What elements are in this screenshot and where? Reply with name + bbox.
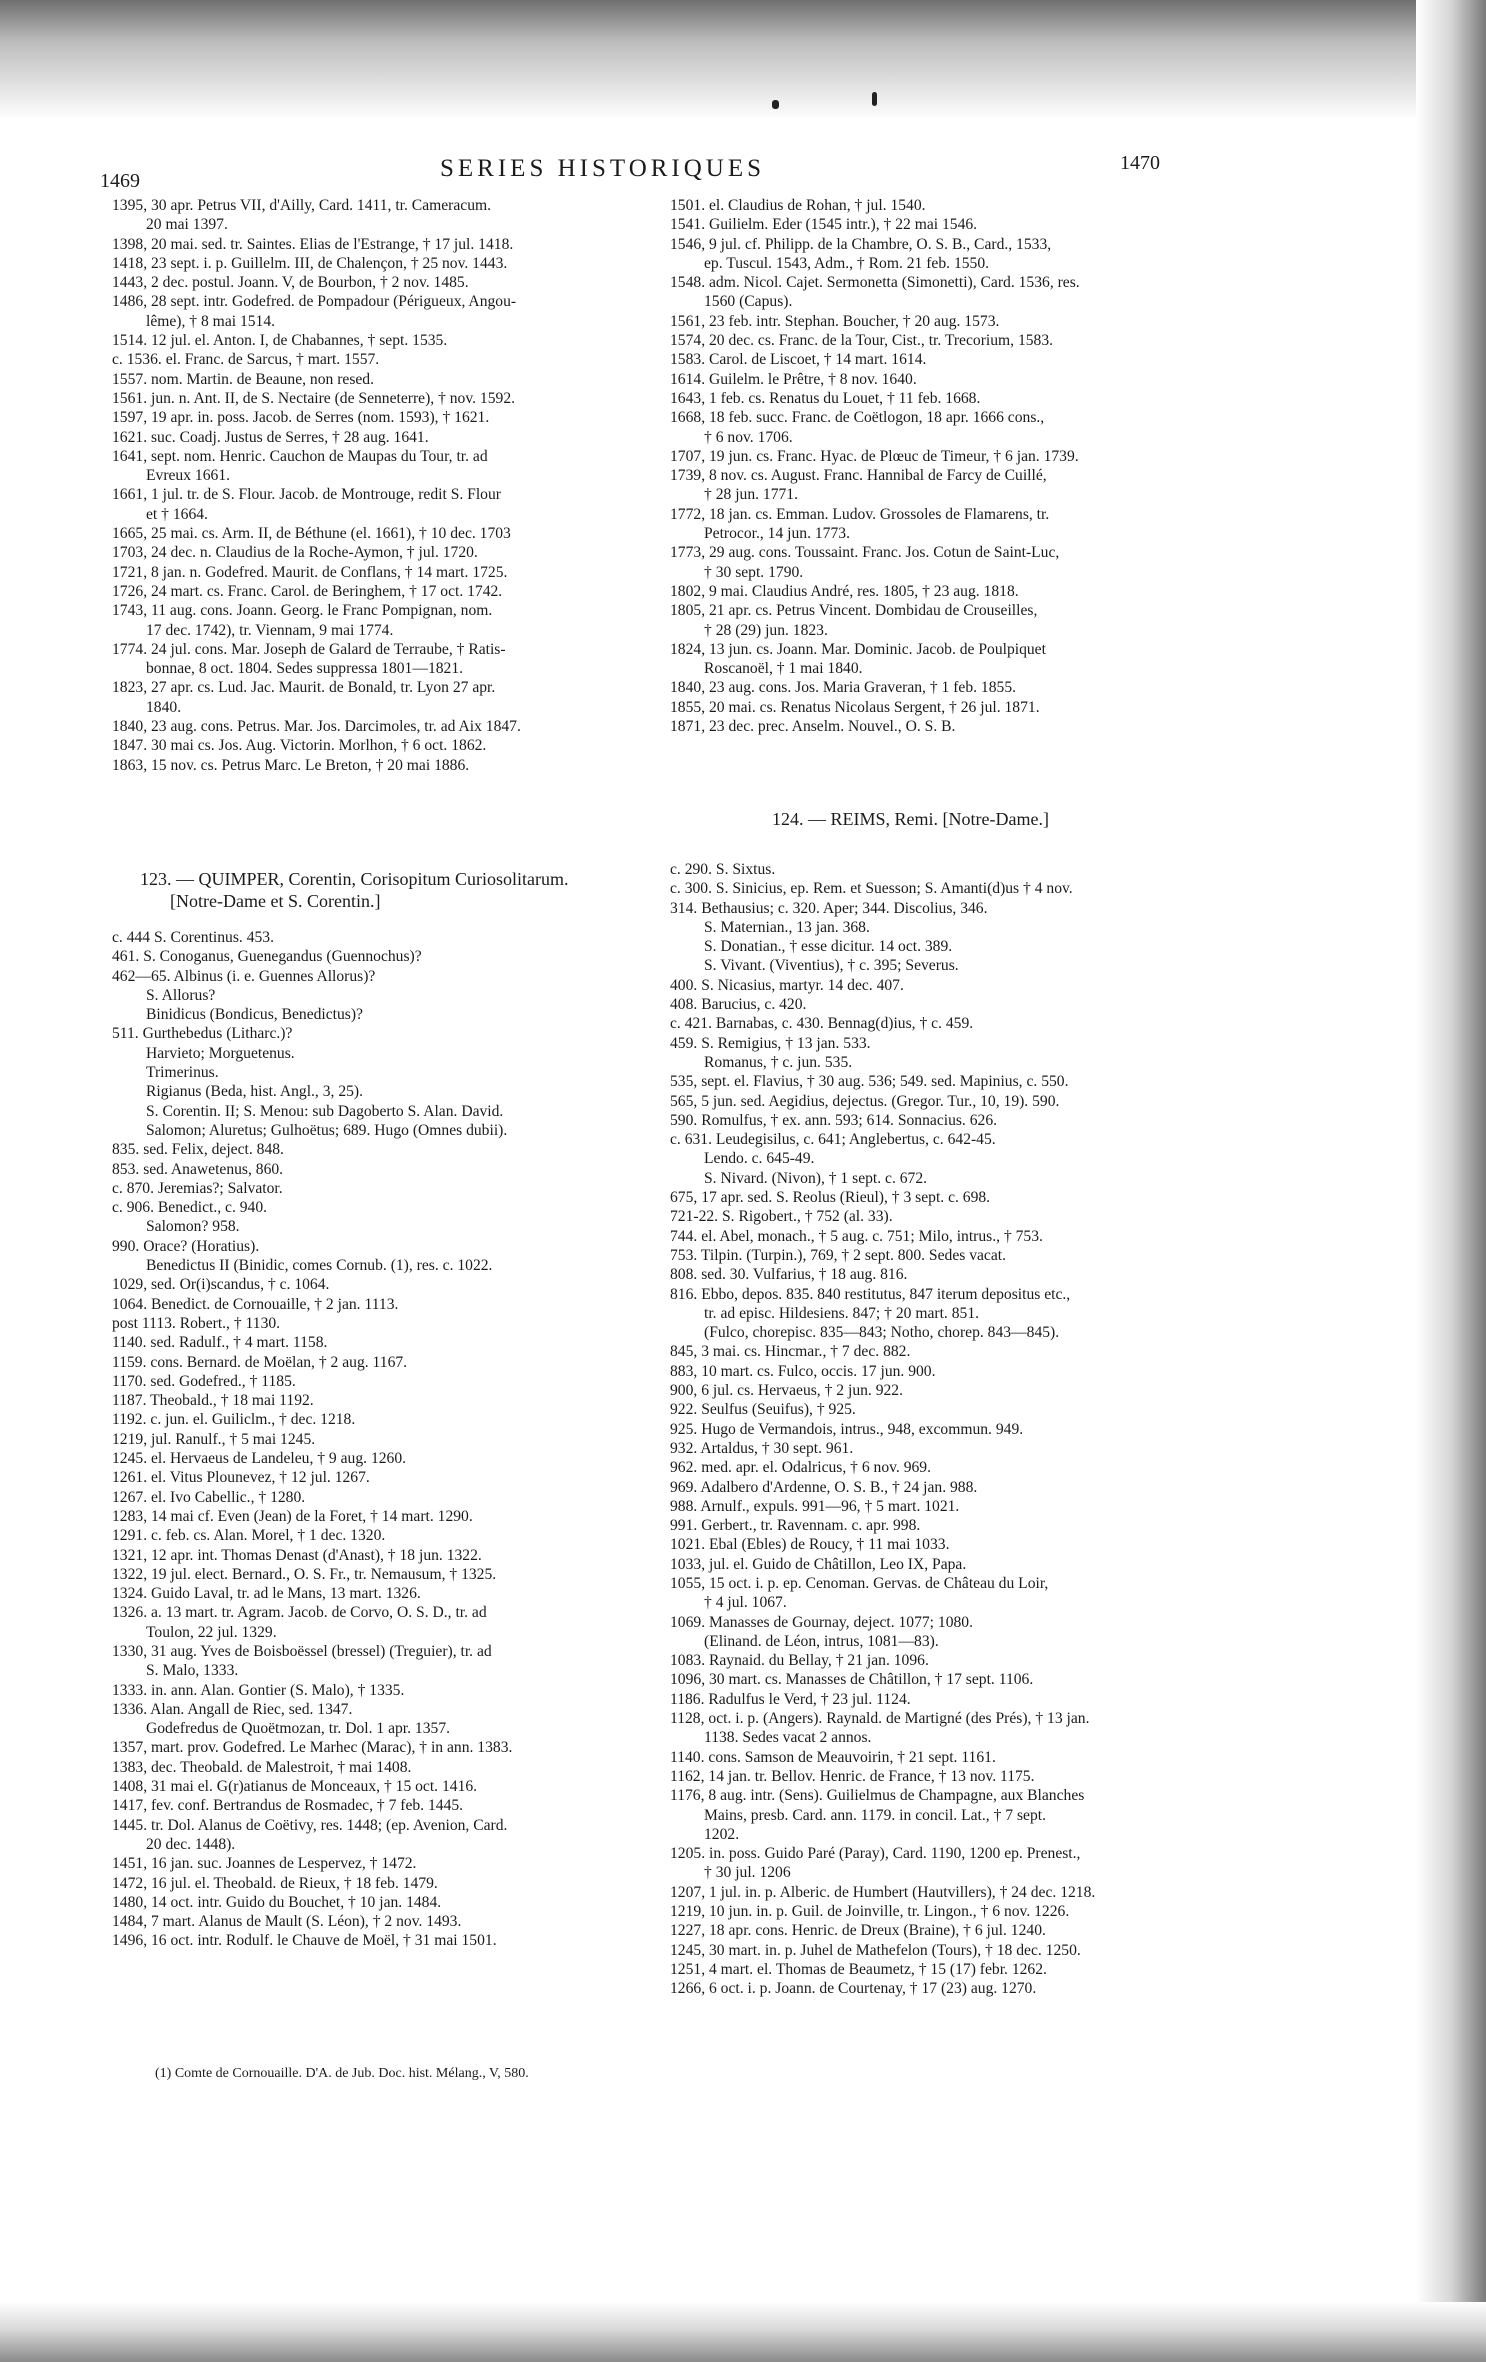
list-item: 1055, 15 oct. i. p. ep. Cenoman. Gervas. de Château du Loir,	[670, 1574, 1049, 1592]
list-item: 1357, mart. prov. Godefred. Le Marhec (Marac), † in ann. 1383.	[112, 1739, 513, 1757]
list-item: 1207, 1 jul. in. p. Alberic. de Humbert (Hautvillers), † 24 dec. 1218.	[670, 1883, 1096, 1901]
list-item: 988. Arnulf., expuls. 991—96, † 5 mart. 1021.	[670, 1497, 960, 1515]
list-item: 1186. Radulfus le Verd, † 23 jul. 1124.	[670, 1690, 911, 1708]
list-item: Benedictus II (Binidic, comes Cornub. (1), res. c. 1022.	[146, 1257, 493, 1275]
list-item: S. Donatian., † esse dicitur. 14 oct. 389.	[704, 938, 953, 956]
list-item: 1514. 12 jul. el. Anton. I, de Chabannes, † sept. 1535.	[112, 332, 448, 350]
list-item: 20 mai 1397.	[146, 216, 228, 234]
list-item: 1029, sed. Or(i)scandus, † c. 1064.	[112, 1276, 330, 1294]
list-item: 1443, 2 dec. postul. Joann. V, de Bourbon, † 2 nov. 1485.	[112, 274, 469, 292]
list-item: 1641, sept. nom. Henric. Cauchon de Maupas du Tour, tr. ad	[112, 447, 488, 465]
list-item: 991. Gerbert., tr. Ravennam. c. apr. 998.	[670, 1517, 921, 1535]
list-item: 1266, 6 oct. i. p. Joann. de Courtenay, † 17 (23) aug. 1270.	[670, 1980, 1037, 1998]
list-item: 1176, 8 aug. intr. (Sens). Guilielmus de Champagne, aux Blanches	[670, 1787, 1085, 1805]
list-item: 990. Orace? (Horatius).	[112, 1237, 260, 1255]
list-item: 1665, 25 mai. cs. Arm. II, de Béthune (el. 1661), † 10 dec. 1703	[112, 525, 511, 543]
list-item: 1597, 19 apr. in. poss. Jacob. de Serres (nom. 1593), † 1621.	[112, 409, 490, 427]
ink-speck	[872, 92, 877, 106]
list-item: 1855, 20 mai. cs. Renatus Nicolaus Sergent, † 26 jul. 1871.	[670, 698, 1040, 716]
list-item: † 6 nov. 1706.	[704, 428, 793, 446]
list-item: c. 631. Leudegisilus, c. 641; Anglebertus, c. 642-45.	[670, 1131, 996, 1149]
list-item: S. Allorus?	[146, 986, 216, 1004]
list-item: 1192. c. jun. el. Guiliclm., † dec. 1218.	[112, 1411, 356, 1429]
list-item: 1496, 16 oct. intr. Rodulf. le Chauve de Moël, † 31 mai 1501.	[112, 1932, 497, 1950]
list-item: 1187. Theobald., † 18 mai 1192.	[112, 1392, 314, 1410]
list-item: 1418, 23 sept. i. p. Guillelm. III, de Chalençon, † 25 nov. 1443.	[112, 254, 508, 272]
list-item: 1336. Alan. Angall de Riec, sed. 1347.	[112, 1700, 353, 1718]
list-item: 1245, 30 mart. in. p. Juhel de Mathefelon (Tours), † 18 dec. 1250.	[670, 1941, 1081, 1959]
list-item: 1823, 27 apr. cs. Lud. Jac. Maurit. de Bonald, tr. Lyon 27 apr.	[112, 679, 496, 697]
list-item: Salomon; Aluretus; Gulhoëtus; 689. Hugo (Omnes dubii).	[146, 1121, 508, 1139]
list-item: 1083. Raynaid. du Bellay, † 21 jan. 1096.	[670, 1652, 929, 1670]
list-item: 1140. cons. Samson de Meauvoirin, † 21 sept. 1161.	[670, 1748, 996, 1766]
list-item: 1840, 23 aug. cons. Petrus. Mar. Jos. Darcimoles, tr. ad Aix 1847.	[112, 718, 521, 736]
list-item: 1033, jul. el. Guido de Châtillon, Leo IX, Papa.	[670, 1555, 967, 1573]
list-item: 535, sept. el. Flavius, † 30 aug. 536; 549. sed. Mapinius, c. 550.	[670, 1073, 1069, 1091]
list-item: 1847. 30 mai cs. Jos. Aug. Victorin. Morlhon, † 6 oct. 1862.	[112, 737, 487, 755]
list-item: 845, 3 mai. cs. Hincmar., † 7 dec. 882.	[670, 1343, 911, 1361]
list-item: 753. Tilpin. (Turpin.), 769, † 2 sept. 800. Sedes vacat.	[670, 1246, 1006, 1264]
list-item: 1802, 9 mai. Claudius André, res. 1805, † 23 aug. 1818.	[670, 582, 1019, 600]
list-item: Roscanoël, † 1 mai 1840.	[704, 660, 863, 678]
list-item: 1541. Guilielm. Eder (1545 intr.), † 22 mai 1546.	[670, 216, 978, 234]
page-number-left: 1469	[100, 170, 140, 192]
list-item: 1721, 8 jan. n. Godefred. Maurit. de Conflans, † 14 mart. 1725.	[112, 563, 508, 581]
list-item: 1557. nom. Martin. de Beaune, non resed.	[112, 370, 375, 388]
list-item: 1096, 30 mart. cs. Manasses de Châtillon, † 17 sept. 1106.	[670, 1671, 1034, 1689]
list-item: 1202.	[704, 1825, 740, 1843]
list-item: 962. med. apr. el. Odalricus, † 6 nov. 969.	[670, 1459, 932, 1477]
list-item: 1661, 1 jul. tr. de S. Flour. Jacob. de Montrouge, redit S. Flour	[112, 486, 501, 504]
list-item: 1805, 21 apr. cs. Petrus Vincent. Dombidau de Crouseilles,	[670, 602, 1038, 620]
section-heading-quimper-dedication: [Notre-Dame et S. Corentin.]	[170, 891, 381, 911]
list-item: Toulon, 22 jul. 1329.	[146, 1623, 277, 1641]
right-column-quimper-continued	[670, 196, 1210, 736]
list-item: 1445. tr. Dol. Alanus de Coëtivy, res. 1448; (ep. Avenion, Card.	[112, 1816, 508, 1834]
list-item: 1219, 10 jun. in. p. Guil. de Joinville, tr. Lingon., † 6 nov. 1226.	[670, 1903, 1070, 1921]
list-item: S. Maternian., 13 jan. 368.	[704, 918, 870, 936]
list-item: 1398, 20 mai. sed. tr. Saintes. Elias de l'Estrange, † 17 jul. 1418.	[112, 235, 514, 253]
list-item: c. 421. Barnabas, c. 430. Bennag(d)ius, † c. 459.	[670, 1015, 974, 1033]
list-item: 1472, 16 jul. el. Theobald. de Rieux, † 18 feb. 1479.	[112, 1874, 438, 1892]
list-item: et † 1664.	[146, 505, 208, 523]
list-item: 511. Gurthebedus (Litharc.)?	[112, 1025, 293, 1043]
list-item: 1227, 18 apr. cons. Henric. de Dreux (Braine), † 6 jul. 1240.	[670, 1922, 1046, 1940]
list-item: 1162, 14 jan. tr. Bellov. Henric. de France, † 13 nov. 1175.	[670, 1767, 1035, 1785]
list-item: 1703, 24 dec. n. Claudius de la Roche-Aymon, † jul. 1720.	[112, 544, 478, 562]
list-item: 1484, 7 mart. Alanus de Mault (S. Léon), † 2 nov. 1493.	[112, 1913, 462, 1931]
list-item: 675, 17 apr. sed. S. Reolus (Rieul), † 3 sept. c. 698.	[670, 1189, 991, 1207]
list-item: 808. sed. 30. Vulfarius, † 18 aug. 816.	[670, 1266, 908, 1284]
list-item: bonnae, 8 oct. 1804. Sedes suppressa 1801—1821.	[146, 660, 464, 678]
list-item: 1140. sed. Radulf., † 4 mart. 1158.	[112, 1334, 328, 1352]
list-item: 1261. el. Vitus Plounevez, † 12 jul. 1267.	[112, 1469, 370, 1487]
list-item: 1326. a. 13 mart. tr. Agram. Jacob. de Corvo, O. S. D., tr. ad	[112, 1604, 487, 1622]
list-item: 1726, 24 mart. cs. Franc. Carol. de Beringhem, † 17 oct. 1742.	[112, 582, 503, 600]
list-item: 590. Romulfus, † ex. ann. 593; 614. Sonnacius. 626.	[670, 1111, 998, 1129]
list-item: 1219, jul. Ranulf., † 5 mai 1245.	[112, 1430, 316, 1448]
list-item: 1561, 23 feb. intr. Stephan. Boucher, † 20 aug. 1573.	[670, 312, 1000, 330]
list-item: 461. S. Conoganus, Guenegandus (Guennochus)?	[112, 948, 422, 966]
left-column-quimper-continued	[112, 196, 652, 775]
list-item: 314. Bethausius; c. 320. Aper; 344. Discolius, 346.	[670, 899, 988, 917]
list-item: † 4 jul. 1067.	[704, 1594, 787, 1612]
list-item: 1707, 19 jun. cs. Franc. Hyac. de Plœuc de Timeur, † 6 jan. 1739.	[670, 447, 1079, 465]
list-item: tr. ad episc. Hildesiens. 847; † 20 mart. 851.	[704, 1304, 980, 1322]
list-item: 721-22. S. Rigobert., † 752 (al. 33).	[670, 1208, 893, 1226]
right-column-reims-list	[670, 860, 1210, 1999]
list-item: S. Corentin. II; S. Menou: sub Dagoberto S. Alan. David.	[146, 1102, 504, 1120]
list-item: S. Malo, 1333.	[146, 1662, 239, 1680]
list-item: c. 444 S. Corentinus. 453.	[112, 929, 274, 946]
list-item: 1322, 19 jul. elect. Bernard., O. S. Fr., tr. Nemausum, † 1325.	[112, 1565, 497, 1583]
list-item: 835. sed. Felix, deject. 848.	[112, 1141, 284, 1159]
list-item: 1128, oct. i. p. (Angers). Raynald. de Martigné (des Prés), † 13 jan.	[670, 1710, 1090, 1728]
list-item: 20 dec. 1448).	[146, 1835, 236, 1853]
list-item: Petrocor., 14 jun. 1773.	[704, 525, 850, 543]
list-item: 1283, 14 mai cf. Even (Jean) de la Foret, † 14 mart. 1290.	[112, 1507, 473, 1525]
list-item: 1021. Ebal (Ebles) de Roucy, † 11 mai 1033.	[670, 1536, 950, 1554]
left-column-quimper-list	[112, 928, 652, 1951]
section-heading-quimper-title: 123. — QUIMPER, Corentin, Corisopitum Curiosolitarum.	[140, 869, 569, 889]
ink-speck	[772, 100, 779, 109]
list-item: 1739, 8 nov. cs. August. Franc. Hannibal de Farcy de Cuillé,	[670, 467, 1047, 485]
list-item: 1205. in. poss. Guido Paré (Paray), Card. 1190, 1200 ep. Prenest.,	[670, 1845, 1081, 1863]
list-item: 1170. sed. Godefred., † 1185.	[112, 1372, 296, 1390]
list-item: Evreux 1661.	[146, 467, 231, 485]
list-item: Binidicus (Bondicus, Benedictus)?	[146, 1006, 363, 1024]
list-item: 883, 10 mart. cs. Fulco, occis. 17 jun. 900.	[670, 1362, 936, 1380]
list-item: Godefredus de Quoëtmozan, tr. Dol. 1 apr. 1357.	[146, 1720, 451, 1738]
list-item: Lendo. c. 645-49.	[704, 1150, 815, 1168]
list-item: 1451, 16 jan. suc. Joannes de Lespervez, † 1472.	[112, 1855, 417, 1873]
list-item: 462—65. Albinus (i. e. Guennes Allorus)?	[112, 967, 376, 985]
list-item: S. Vivant. (Viventius), † c. 395; Severus.	[704, 957, 959, 975]
list-item: 1408, 31 mai el. G(r)atianus de Monceaux, † 15 oct. 1416.	[112, 1778, 478, 1796]
list-item: 1583. Carol. de Liscoet, † 14 mart. 1614.	[670, 351, 927, 369]
list-item: 1138. Sedes vacat 2 annos.	[704, 1729, 872, 1747]
list-item: (Elinand. de Léon, intrus, 1081—83).	[704, 1632, 939, 1650]
list-item: 1383, dec. Theobald. de Malestroit, † mai 1408.	[112, 1758, 412, 1776]
list-item: S. Nivard. (Nivon), † 1 sept. c. 672.	[704, 1169, 928, 1187]
list-item: c. 290. S. Sixtus.	[670, 861, 776, 878]
list-item: 1251, 4 mart. el. Thomas de Beaumetz, † 15 (17) febr. 1262.	[670, 1960, 1047, 1978]
list-item: 1548. adm. Nicol. Cajet. Sermonetta (Simonetti), Card. 1536, res.	[670, 274, 1080, 292]
list-item: 1743, 11 aug. cons. Joann. Georg. le Franc Pompignan, nom.	[112, 602, 493, 620]
list-item: 408. Barucius, c. 420.	[670, 996, 807, 1014]
list-item: Trimerinus.	[146, 1064, 219, 1082]
list-item: 1772, 18 jan. cs. Emman. Ludov. Grossoles de Flamarens, tr.	[670, 505, 1050, 523]
list-item: 1480, 14 oct. intr. Guido du Bouchet, † 10 jan. 1484.	[112, 1893, 442, 1911]
list-item: 1395, 30 apr. Petrus VII, d'Ailly, Card. 1411, tr. Cameracum.	[112, 197, 492, 214]
list-item: 1245. el. Hervaeus de Landeleu, † 9 aug. 1260.	[112, 1450, 407, 1468]
list-item: Romanus, † c. jun. 535.	[704, 1053, 853, 1071]
list-item: 1486, 28 sept. intr. Godefred. de Pompadour (Périgueux, Angou-	[112, 293, 517, 311]
list-item: 900, 6 jul. cs. Hervaeus, † 2 jun. 922.	[670, 1382, 904, 1400]
list-item: 1501. el. Claudius de Rohan, † jul. 1540.	[670, 197, 926, 214]
list-item: 1324. Guido Laval, tr. ad le Mans, 13 mart. 1326.	[112, 1585, 421, 1603]
list-item: 1069. Manasses de Gournay, deject. 1077; 1080.	[670, 1613, 974, 1631]
list-item: 1774. 24 jul. cons. Mar. Joseph de Galard de Terraube, † Ratis-	[112, 640, 506, 658]
list-item: c. 300. S. Sinicius, ep. Rem. et Suesson; S. Amanti(d)us † 4 nov.	[670, 880, 1073, 898]
list-item: c. 870. Jeremias?; Salvator.	[112, 1179, 283, 1197]
list-item: post 1113. Robert., † 1130.	[112, 1314, 281, 1332]
scan-shadow-bottom	[0, 2302, 1486, 2362]
footnote: (1) Comte de Cornouaille. D'A. de Jub. Doc. hist. Mélang., V, 580.	[155, 2066, 529, 2081]
list-item: 1668, 18 feb. succ. Franc. de Coëtlogon, 18 apr. 1666 cons.,	[670, 409, 1045, 427]
list-item: † 30 sept. 1790.	[704, 563, 804, 581]
list-item: (Fulco, chorepisc. 835—843; Notho, chorep. 843—845).	[704, 1324, 1060, 1342]
list-item: 1574, 20 dec. cs. Franc. de la Tour, Cist., tr. Trecorium, 1583.	[670, 332, 1054, 350]
list-item: 1321, 12 apr. int. Thomas Denast (d'Anast), † 18 jun. 1322.	[112, 1546, 482, 1564]
list-item: 1840.	[146, 698, 182, 716]
list-item: Harvieto; Morguetenus.	[146, 1044, 295, 1062]
list-item: 816. Ebbo, depos. 835. 840 restitutus, 847 iterum depositus etc.,	[670, 1285, 1071, 1303]
list-item: 932. Artaldus, † 30 sept. 961.	[670, 1439, 854, 1457]
list-item: 853. sed. Anawetenus, 860.	[112, 1160, 284, 1178]
scan-shadow-top	[0, 0, 1486, 120]
section-heading-reims: 124. — REIMS, Remi. [Notre-Dame.]	[772, 809, 1049, 829]
list-item: 1643, 1 feb. cs. Renatus du Louet, † 11 feb. 1668.	[670, 389, 981, 407]
list-item: c. 1536. el. Franc. de Sarcus, † mart. 1557.	[112, 351, 380, 369]
running-title: SERIES HISTORIQUES	[440, 155, 766, 182]
list-item: 969. Adalbero d'Ardenne, O. S. B., † 24 jan. 988.	[670, 1478, 978, 1496]
list-item: † 28 (29) jun. 1823.	[704, 621, 828, 639]
list-item: 744. el. Abel, monach., † 5 aug. c. 751; Milo, intrus., † 753.	[670, 1227, 1043, 1245]
list-item: c. 906. Benedict., c. 940.	[112, 1199, 268, 1217]
section-heading-quimper	[140, 868, 569, 912]
list-item: Salomon? 958.	[146, 1218, 240, 1236]
list-item: † 28 jun. 1771.	[704, 486, 798, 504]
list-item: 922. Seulfus (Seuifus), † 925.	[670, 1401, 856, 1419]
list-item: Mains, presb. Card. ann. 1179. in concil. Lat., † 7 sept.	[704, 1806, 1046, 1824]
list-item: 1614. Guilelm. le Prêtre, † 8 nov. 1640.	[670, 370, 917, 388]
list-item: 400. S. Nicasius, martyr. 14 dec. 407.	[670, 976, 904, 994]
list-item: 1773, 29 aug. cons. Toussaint. Franc. Jos. Cotun de Saint-Luc,	[670, 544, 1060, 562]
list-item: 1291. c. feb. cs. Alan. Morel, † 1 dec. 1320.	[112, 1527, 386, 1545]
list-item: lême), † 8 mai 1514.	[146, 312, 276, 330]
list-item: 1333. in. ann. Alan. Gontier (S. Malo), † 1335.	[112, 1681, 405, 1699]
list-item: Rigianus (Beda, hist. Angl., 3, 25).	[146, 1083, 364, 1101]
list-item: 1621. suc. Coadj. Justus de Serres, † 28 aug. 1641.	[112, 428, 429, 446]
list-item: 1159. cons. Bernard. de Moëlan, † 2 aug. 1167.	[112, 1353, 408, 1371]
list-item: 1560 (Capus).	[704, 293, 793, 311]
list-item: 17 dec. 1742), tr. Viennam, 9 mai 1774.	[146, 621, 394, 639]
list-item: ep. Tuscul. 1543, Adm., † Rom. 21 feb. 1550.	[704, 254, 990, 272]
list-item: 1561. jun. n. Ant. II, de S. Nectaire (de Senneterre), † nov. 1592.	[112, 389, 516, 407]
page-header	[100, 150, 1200, 190]
list-item: 1330, 31 aug. Yves de Boisboëssel (bressel) (Treguier), tr. ad	[112, 1642, 492, 1660]
list-item: 1064. Benedict. de Cornouaille, † 2 jan. 1113.	[112, 1295, 399, 1313]
list-item: † 30 jul. 1206	[704, 1864, 791, 1882]
list-item: 1863, 15 nov. cs. Petrus Marc. Le Breton, † 20 mai 1886.	[112, 756, 470, 774]
list-item: 1267. el. Ivo Cabellic., † 1280.	[112, 1488, 306, 1506]
list-item: 1417, fev. conf. Bertrandus de Rosmadec, † 7 feb. 1445.	[112, 1797, 464, 1815]
list-item: 1871, 23 dec. prec. Anselm. Nouvel., O. S. B.	[670, 718, 956, 736]
list-item: 1546, 9 jul. cf. Philipp. de la Chambre, O. S. B., Card., 1533,	[670, 235, 1052, 253]
scan-shadow-right	[1416, 0, 1486, 2362]
list-item: 459. S. Remigius, † 13 jan. 533.	[670, 1034, 871, 1052]
list-item: 565, 5 jun. sed. Aegidius, dejectus. (Gregor. Tur., 10, 19). 590.	[670, 1092, 1060, 1110]
list-item: 1840, 23 aug. cons. Jos. Maria Graveran, † 1 feb. 1855.	[670, 679, 1017, 697]
list-item: 925. Hugo de Vermandois, intrus., 948, excommun. 949.	[670, 1420, 1024, 1438]
list-item: 1824, 13 jun. cs. Joann. Mar. Dominic. Jacob. de Poulpiquet	[670, 640, 1046, 658]
page-number-right: 1470	[1120, 152, 1160, 174]
